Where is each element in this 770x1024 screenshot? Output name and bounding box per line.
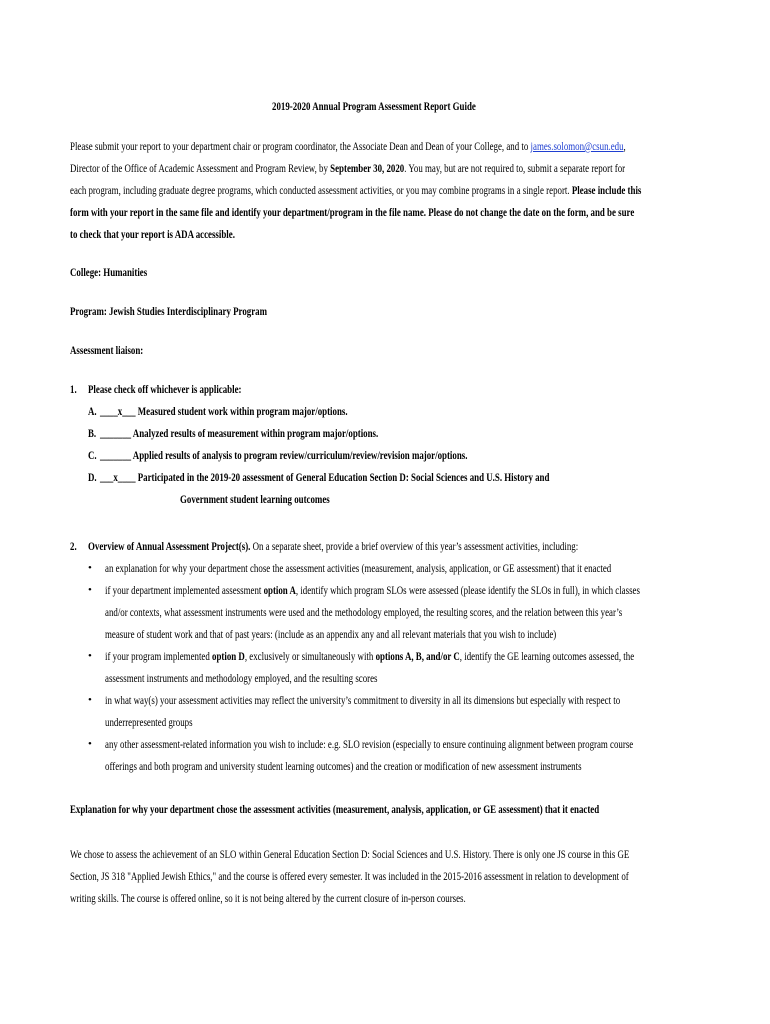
q1-number: 1.	[70, 382, 77, 396]
intro-line-2: Director of the Office of Academic Assessment and Program Review, by September 30, 2020. You may, but are not required to, submit a separate report for	[70, 161, 626, 175]
explanation-heading: Explanation for why your department chose the assessment activities (measurement, analysis, application, or GE assessment) that it enacted	[70, 802, 600, 816]
option-c-text: _______ Applied results of analysis to program review/curriculum/review/revision major/options.	[100, 448, 468, 462]
q2-number: 2.	[70, 539, 77, 553]
program-field: Program: Jewish Studies Interdisciplinary Program	[70, 304, 268, 318]
option-c-letter: C.	[88, 448, 97, 462]
bullet-3-line-2: assessment instruments and methodology employed, and the resulting scores	[105, 671, 378, 685]
intro-line-3: each program, including graduate degree programs, which conducted assessment activities, or you may combine programs in a single report. Please include this	[70, 183, 642, 197]
option-a-letter: A.	[88, 404, 97, 418]
option-d-continuation: Government student learning outcomes	[180, 492, 330, 506]
bullet-3-line-1: if your program implemented option D, exclusively or simultaneously with options A, B, and/or C, identify the GE learning outcomes assessed, the	[105, 649, 635, 663]
bullet-2-line-2: and/or contexts, what assessment instruments were used and the methodology employed, the resulting scores, and the relation between this year’s	[105, 605, 623, 619]
q2-label: Overview of Annual Assessment Project(s).	[88, 539, 251, 553]
bullet-icon: •	[88, 584, 92, 596]
option-a-text: ____x___ Measured student work within program major/options.	[100, 404, 348, 418]
option-d-text: ___x____ Participated in the 2019-20 assessment of General Education Section D: Social Sciences and U.S. History and	[100, 470, 550, 484]
bullet-icon: •	[88, 694, 92, 706]
liaison-field: Assessment liaison:	[70, 343, 144, 357]
q2-heading	[88, 539, 578, 553]
bullet-4-line-2: underrepresented groups	[105, 715, 193, 729]
bullet-5-line-1: any other assessment-related information you wish to include: e.g. SLO revision (especially to ensure continuing alignment between program course	[105, 737, 634, 751]
option-d-letter: D.	[88, 470, 97, 484]
due-date: September 30, 2020	[330, 161, 405, 175]
bullet-icon: •	[88, 650, 92, 662]
option-b-text: _______ Analyzed results of measurement within program major/options.	[100, 426, 379, 440]
intro-line-5: to check that your report is ADA accessible.	[70, 227, 235, 241]
intro-line-4: form with your report in the same file and identify your department/program in the file name. Please do not change the date on the form, and be sure	[70, 205, 635, 219]
bullet-1-text: an explanation for why your department chose the assessment activities (measurement, analysis, application, or GE assessment) that it enacted	[105, 561, 612, 575]
bullet-2-line-3: measure of student work and that of past years: (include as an appendix any and all relevant materials that you wish to include)	[105, 627, 557, 641]
college-field: College: Humanities	[70, 265, 148, 279]
bullet-4-line-1: in what way(s) your assessment activities may reflect the university’s commitment to diversity in all its dimensions but especially with respect to	[105, 693, 621, 707]
email-link[interactable]: james.solomon@csun.edu	[530, 139, 624, 153]
option-b-letter: B.	[88, 426, 97, 440]
q1-label: Please check off whichever is applicable:	[88, 382, 242, 396]
q2-lead: On a separate sheet, provide a brief overview of this year’s assessment activities, including:	[250, 539, 579, 553]
bullet-icon: •	[88, 738, 92, 750]
explanation-line-1: We chose to assess the achievement of an SLO within General Education Section D: Social Sciences and U.S. History. There is only one JS course in this GE	[70, 847, 630, 861]
bullet-2-line-1: if your department implemented assessment option A, identify which program SLOs were assessed (please identify the SLOs in full), in which classes	[105, 583, 640, 597]
bullet-5-line-2: offerings and both program and university student learning outcomes) and the creation or modification of new assessment instruments	[105, 759, 582, 773]
intro-line-1: Please submit your report to your department chair or program coordinator, the Associate Dean and Dean of your College, and to james.solomon@csun.edu,	[70, 139, 626, 153]
explanation-line-2: Section, JS 318 "Applied Jewish Ethics," and the course is offered every semester. It was included in the 2015-2016 assessment in relation to development of	[70, 869, 629, 883]
explanation-line-3: writing skills. The course is offered online, so it is not being altered by the current closure of in-person courses.	[70, 891, 466, 905]
bullet-icon: •	[88, 562, 92, 574]
page-title: 2019-2020 Annual Program Assessment Report Guide	[272, 99, 476, 113]
